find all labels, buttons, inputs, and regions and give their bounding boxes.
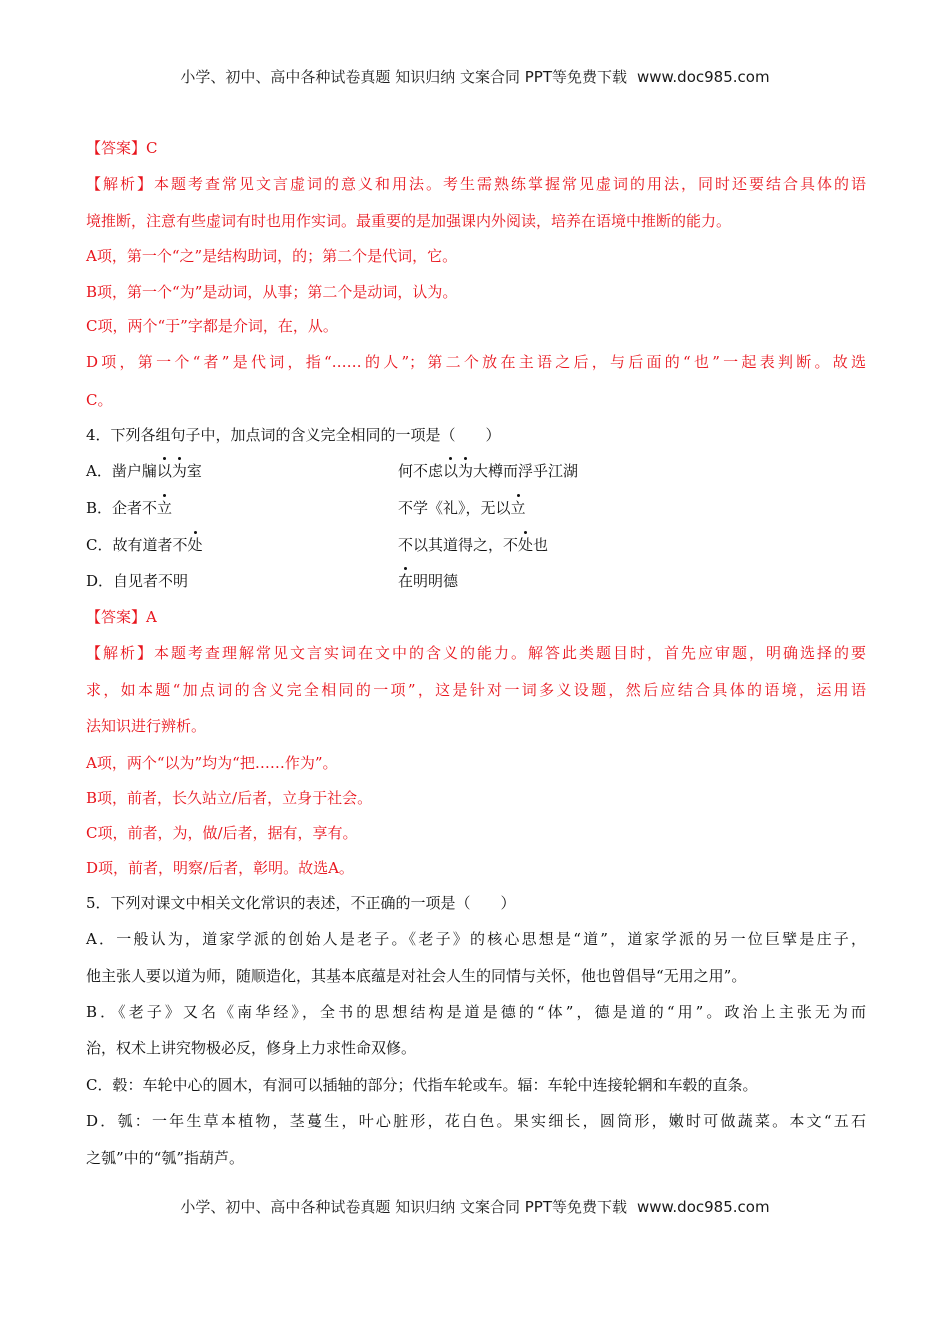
dotted-word: 以	[156, 462, 172, 480]
option-b-right-text: 不学《礼》，无以	[398, 499, 511, 517]
q4-item-d: D项，前者，明察/后者，彰明。故选A。	[86, 859, 354, 877]
q3-item-a: A项，第一个“之”是结构助词，的；第二个是代词，它。	[86, 247, 458, 265]
option-b-right	[398, 498, 526, 518]
dotted-word: 以	[443, 462, 459, 480]
q3-item-d-line2: C。	[86, 391, 113, 409]
q4-option-d	[86, 571, 866, 591]
option-label: B．	[86, 499, 113, 517]
option-c-right-text-end: 也	[533, 536, 549, 554]
q4-answer: 【答案】A	[86, 608, 157, 626]
footer-url[interactable]: www.doc985.com	[636, 1198, 770, 1216]
dotted-word: 立	[510, 499, 526, 517]
q3-analysis-line2: 境推断，注意有些虚词有时也用作实词。最重要的是加强课内外阅读，培养在语境中推断的能力。	[86, 212, 732, 230]
option-a-left-text-end: 室	[186, 462, 202, 480]
q4-item-c: C项，前者，为，做/后者，据有，享有。	[86, 824, 358, 842]
q5-option-c: C．毂：车轮中心的圆木，有洞可以插轴的部分；代指车轮或车。辐：车轮中连接轮辋和车毂的直条。	[86, 1076, 758, 1094]
option-a-right-text-end: 大樽而浮乎江湖	[473, 462, 579, 480]
option-label: C．	[86, 536, 113, 554]
q5-option-b-line1: B．《老子》又名《南华经》，全书的思想结构是道是德的“体”，德是道的“用”。政治上主张无为而	[86, 1003, 866, 1021]
q3-answer: 【答案】C	[86, 139, 158, 157]
q3-analysis-line1	[86, 174, 866, 194]
option-label: D．	[86, 572, 114, 590]
dotted-word: 为	[171, 462, 187, 480]
q4-analysis-text1: 本题考查理解常见文言实词在文中的含义的能力。解答此类题目时，首先应审题，明确选择的要	[154, 644, 866, 662]
q4-analysis-label: 【解析】	[86, 644, 154, 662]
q3-item-c: C项，两个“于”字都是介词，在，从。	[86, 317, 338, 335]
dotted-word: 为	[458, 462, 474, 480]
option-c-right-text: 不以其道得之，不	[398, 536, 519, 554]
q3-item-d-line1: D项，第一个“者”是代词，指“……的人”；第二个放在主语之后，与后面的“也”一起表判断。故选	[86, 353, 866, 371]
page-footer	[0, 1196, 950, 1217]
q4-option-a	[86, 461, 866, 481]
dotted-word: 在	[398, 572, 414, 590]
dotted-word: 处	[187, 536, 203, 554]
dotted-word: 处	[518, 536, 534, 554]
option-a-right	[398, 461, 578, 481]
q5-option-a-line2: 他主张人要以道为师，随顺造化，其基本底蕴是对社会人生的同情与关怀，他也曾倡导“无用之用”。	[86, 967, 747, 985]
q4-stem: 4．下列各组句子中，加点词的含义完全相同的一项是（ ）	[86, 426, 501, 444]
q5-option-b-line2: 治，权术上讲究物极必反，修身上力求性命双修。	[86, 1039, 417, 1057]
dotted-word: 立	[157, 499, 173, 517]
q3-analysis-label: 【解析】	[86, 175, 154, 193]
q4-option-b	[86, 498, 866, 518]
option-c-left-text: 故有道者不	[112, 536, 188, 554]
q5-option-d-line2: 之瓠”中的“瓠”指葫芦。	[86, 1149, 245, 1167]
option-a-left-text: 凿户牖	[111, 462, 157, 480]
q4-item-b: B项，前者，长久站立/后者，立身于社会。	[86, 789, 373, 807]
q5-option-d-line1: D．瓠：一年生草本植物，茎蔓生，叶心脏形，花白色。果实细长，圆筒形，嫩时可做蔬菜。本文“五石	[86, 1112, 866, 1130]
q4-analysis-line1	[86, 643, 866, 663]
option-d-right	[398, 571, 458, 591]
q4-analysis-line3: 法知识进行辨析。	[86, 717, 207, 735]
option-b-left-text: 企者不	[112, 499, 158, 517]
q5-stem: 5．下列对课文中相关文化常识的表述，不正确的一项是（ ）	[86, 894, 516, 912]
option-d-left-text: 自见者不	[113, 572, 174, 590]
q4-option-c	[86, 535, 866, 555]
footer-title: 小学、初中、高中各种试卷真题 知识归纳 文案合同 PPT等免费下载	[180, 1198, 627, 1216]
q3-item-b: B项，第一个“为”是动词，从事；第二个是动词，认为。	[86, 283, 458, 301]
option-d-right-text: 明明德	[413, 572, 459, 590]
option-label: A．	[86, 462, 112, 480]
page-header	[0, 66, 950, 87]
option-a-right-text: 何不虑	[398, 462, 444, 480]
q5-option-a-line1: A．一般认为，道家学派的创始人是老子。《老子》的核心思想是“道”，道家学派的另一位巨擘是庄子，	[86, 930, 866, 948]
header-title: 小学、初中、高中各种试卷真题 知识归纳 文案合同 PPT等免费下载	[180, 68, 627, 86]
q4-item-a: A项，两个“以为”均为“把……作为”。	[86, 754, 338, 772]
header-url[interactable]: www.doc985.com	[636, 68, 770, 86]
option-c-right	[398, 535, 548, 555]
q4-analysis-line2: 求，如本题“加点词的含义完全相同的一项”，这是针对一词多义设题，然后应结合具体的语境，运用语	[86, 681, 866, 699]
option-d-left-word: 明	[173, 572, 189, 590]
q3-analysis-text1: 本题考查常见文言虚词的意义和用法。考生需熟练掌握常见虚词的用法，同时还要结合具体的语	[154, 175, 866, 193]
